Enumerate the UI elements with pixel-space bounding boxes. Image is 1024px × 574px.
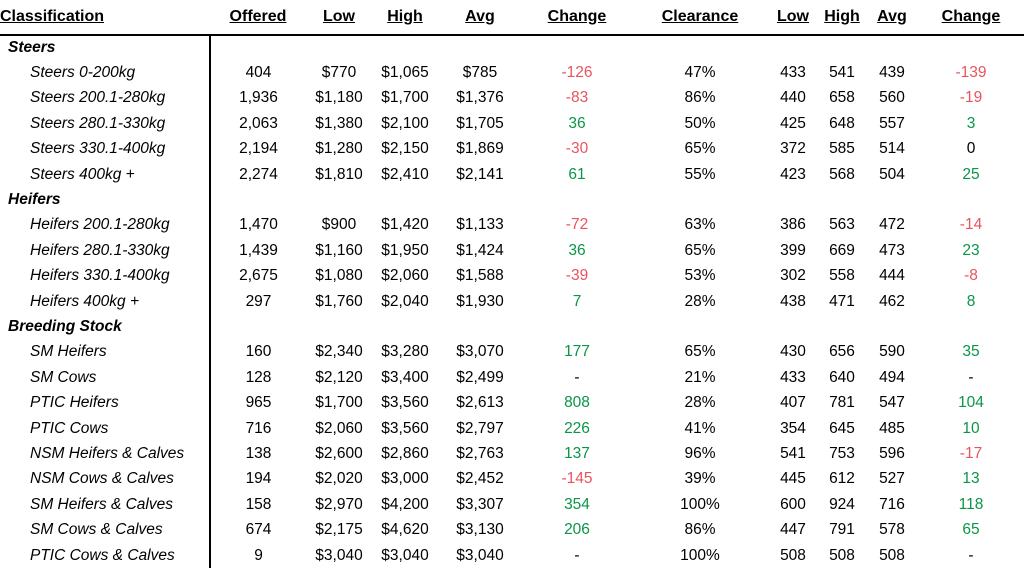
cell-low-price [306, 35, 372, 60]
cell-low-cents: 447 [780, 521, 806, 539]
cell-low-cents: 423 [780, 165, 806, 183]
cell-avg-price: $1,133 [456, 216, 504, 234]
cell-price-change: - [574, 368, 580, 386]
table-row [0, 441, 1024, 466]
cell-classification: Steers 400kg + [0, 162, 210, 187]
cell-high-price [372, 314, 438, 339]
cell-avg-price: $3,040 [456, 546, 504, 564]
cell-high-cents [818, 187, 866, 212]
cell-classification: Breeding Stock [0, 314, 210, 339]
cell-low-price: $1,180 [315, 89, 363, 107]
cell-classification: PTIC Cows [0, 416, 210, 441]
cell-low-price: $900 [321, 216, 357, 234]
cell-price-change: -72 [565, 216, 589, 234]
cell-cents-change [918, 314, 1024, 339]
cell-avg-price: $2,797 [456, 419, 504, 437]
column-header-classification: Classification [0, 0, 210, 35]
cell-cents-change: 23 [962, 241, 980, 259]
cell-classification: PTIC Heifers [0, 390, 210, 415]
cell-avg-cents: 547 [879, 394, 905, 412]
cell-avg-price: $1,424 [456, 241, 504, 259]
cell-price-change: 354 [564, 495, 590, 513]
cell-classification: Steers 330.1-400kg [0, 137, 210, 162]
cell-clearance: 100% [680, 495, 720, 513]
cell-offered: 9 [254, 546, 263, 564]
cell-classification: Heifers [0, 187, 210, 212]
column-header-low-price: Low [306, 0, 372, 35]
cell-low-cents [768, 35, 818, 60]
cell-clearance: 53% [684, 267, 716, 285]
cell-high-price: $1,065 [381, 64, 429, 82]
cell-offered [210, 187, 306, 212]
column-header-offered: Offered [210, 0, 306, 35]
cell-price-change: 36 [568, 114, 586, 132]
cell-low-price: $1,380 [315, 114, 363, 132]
cell-low-price: $2,120 [315, 368, 363, 386]
cell-low-cents: 433 [780, 64, 806, 82]
cell-avg-cents: 508 [879, 546, 905, 564]
cell-cents-change: 0 [966, 140, 976, 158]
cell-avg-price: $3,070 [456, 343, 504, 361]
cell-classification: SM Heifers [0, 340, 210, 365]
cell-avg-cents: 494 [879, 368, 905, 386]
cell-low-cents: 541 [780, 444, 806, 462]
table-row [0, 390, 1024, 415]
cell-avg-price: $3,307 [456, 495, 504, 513]
cell-cents-change: 8 [966, 292, 976, 310]
cell-classification: Steers 280.1-330kg [0, 111, 210, 136]
cell-clearance: 55% [684, 165, 716, 183]
column-header-high-price: High [372, 0, 438, 35]
cell-avg-price [438, 35, 522, 60]
cell-price-change: 226 [564, 419, 590, 437]
cell-clearance: 86% [684, 89, 716, 107]
cell-cents-change: -8 [964, 267, 978, 285]
cell-high-price: $4,620 [381, 521, 429, 539]
cell-low-cents: 445 [780, 470, 806, 488]
cell-low-price: $770 [321, 64, 357, 82]
cell-high-cents [818, 314, 866, 339]
cell-avg-price [438, 187, 522, 212]
cell-offered [210, 314, 306, 339]
cell-low-cents: 438 [780, 292, 806, 310]
cell-clearance: 96% [684, 444, 716, 462]
cell-offered: 1,470 [239, 216, 278, 234]
cell-price-change: 206 [564, 521, 590, 539]
cell-high-price: $2,410 [381, 165, 429, 183]
cell-clearance: 65% [684, 241, 716, 259]
cell-classification: SM Heifers & Calves [0, 492, 210, 517]
cell-cents-change: -19 [959, 89, 983, 107]
cell-price-change: -83 [565, 89, 589, 107]
cell-offered: 2,194 [239, 140, 278, 158]
column-header-high-cents: High [818, 0, 866, 35]
cell-high-cents: 508 [829, 546, 855, 564]
cell-avg-cents: 444 [879, 267, 905, 285]
column-header-avg-cents: Avg [866, 0, 918, 35]
cell-classification: PTIC Cows & Calves [0, 543, 210, 568]
cell-price-change: 137 [564, 444, 590, 462]
cell-classification: Heifers 200.1-280kg [0, 213, 210, 238]
cell-low-price: $2,060 [315, 419, 363, 437]
cell-high-price: $3,040 [381, 546, 429, 564]
cell-high-price: $4,200 [381, 495, 429, 513]
cell-high-price: $3,560 [381, 394, 429, 412]
cell-low-cents: 399 [780, 241, 806, 259]
cell-low-price: $1,760 [315, 292, 363, 310]
cell-high-cents: 781 [829, 394, 855, 412]
cell-offered: 160 [245, 343, 272, 361]
cell-offered: 1,936 [239, 89, 278, 107]
cell-high-cents: 568 [829, 165, 855, 183]
cell-high-cents: 924 [829, 495, 855, 513]
cell-clearance: 65% [684, 343, 716, 361]
cell-low-price [306, 314, 372, 339]
cell-avg-cents: 560 [879, 89, 905, 107]
column-header-cents-change: Change [918, 0, 1024, 35]
cell-cents-change: - [968, 546, 974, 564]
cell-clearance: 50% [684, 114, 716, 132]
cell-avg-cents: 472 [879, 216, 905, 234]
cell-cents-change: 104 [958, 394, 984, 412]
cell-high-price [372, 35, 438, 60]
table-group-row [0, 35, 1024, 60]
cell-high-price: $1,950 [381, 241, 429, 259]
cell-avg-price: $1,869 [456, 140, 504, 158]
cell-offered: 128 [245, 368, 272, 386]
cell-clearance: 41% [684, 419, 716, 437]
cell-price-change: -126 [561, 64, 593, 82]
cell-cents-change: 13 [962, 470, 980, 488]
cell-price-change [522, 314, 632, 339]
cell-classification: Heifers 400kg + [0, 289, 210, 314]
cell-avg-cents: 473 [879, 241, 905, 259]
cell-classification: Heifers 280.1-330kg [0, 238, 210, 263]
table-row [0, 162, 1024, 187]
cell-avg-price: $2,452 [456, 470, 504, 488]
cell-low-price: $2,175 [315, 521, 363, 539]
cell-high-price: $2,860 [381, 444, 429, 462]
cell-low-price: $2,340 [315, 343, 363, 361]
cell-low-price: $2,970 [315, 495, 363, 513]
cell-avg-price: $3,130 [456, 521, 504, 539]
cell-avg-cents: 462 [879, 292, 905, 310]
cell-low-price: $3,040 [315, 546, 363, 564]
table-row [0, 289, 1024, 314]
cell-low-cents [768, 187, 818, 212]
cell-low-cents: 386 [780, 216, 806, 234]
cell-high-cents: 563 [829, 216, 855, 234]
cell-low-cents: 430 [780, 343, 806, 361]
cell-high-cents: 640 [829, 368, 855, 386]
cell-low-price: $1,810 [315, 165, 363, 183]
cell-high-cents: 656 [829, 343, 855, 361]
cell-clearance: 65% [684, 140, 716, 158]
cell-avg-cents: 485 [879, 419, 905, 437]
cell-low-price [306, 187, 372, 212]
table-row [0, 213, 1024, 238]
cell-price-change: -145 [561, 470, 593, 488]
table-row [0, 543, 1024, 568]
cell-avg-price [438, 314, 522, 339]
cell-high-cents: 658 [829, 89, 855, 107]
cell-offered: 2,274 [239, 165, 278, 183]
cell-low-cents: 440 [780, 89, 806, 107]
cell-classification: Steers [0, 35, 210, 60]
table-row [0, 340, 1024, 365]
cell-clearance: 63% [684, 216, 716, 234]
cell-avg-price: $2,499 [456, 368, 504, 386]
cell-classification: NSM Cows & Calves [0, 467, 210, 492]
cell-cents-change: 10 [962, 419, 980, 437]
cell-avg-price: $785 [462, 64, 498, 82]
cell-low-cents: 600 [780, 495, 806, 513]
cell-classification: SM Cows & Calves [0, 517, 210, 542]
table-row [0, 517, 1024, 542]
cell-cents-change: 35 [962, 343, 980, 361]
cell-high-cents: 558 [829, 267, 855, 285]
table-row [0, 238, 1024, 263]
table-row [0, 416, 1024, 441]
cell-high-cents: 648 [829, 114, 855, 132]
cell-classification: NSM Heifers & Calves [0, 441, 210, 466]
table-row [0, 60, 1024, 85]
column-header-clearance: Clearance [632, 0, 768, 35]
cell-high-price: $2,100 [381, 114, 429, 132]
cell-price-change: 36 [568, 241, 586, 259]
cell-offered: 674 [245, 521, 272, 539]
cell-clearance [632, 35, 768, 60]
cell-high-price: $3,560 [381, 419, 429, 437]
cell-low-cents: 302 [780, 267, 806, 285]
cell-clearance: 39% [684, 470, 716, 488]
cell-offered [210, 35, 306, 60]
table-header [0, 0, 1024, 35]
cell-price-change [522, 35, 632, 60]
cell-clearance: 28% [684, 292, 716, 310]
table-row [0, 492, 1024, 517]
cell-high-cents: 669 [829, 241, 855, 259]
cell-clearance [632, 314, 768, 339]
cell-offered: 138 [245, 444, 272, 462]
cell-avg-price: $2,141 [456, 165, 504, 183]
cell-high-price: $2,150 [381, 140, 429, 158]
table-row [0, 111, 1024, 136]
cell-offered: 194 [245, 470, 272, 488]
cell-avg-price: $1,588 [456, 267, 504, 285]
cell-avg-cents [866, 35, 918, 60]
cell-cents-change: 65 [962, 521, 980, 539]
table-row [0, 365, 1024, 390]
cell-price-change: 61 [568, 165, 586, 183]
cell-high-price: $2,060 [381, 267, 429, 285]
table-group-row [0, 314, 1024, 339]
cell-high-cents: 585 [829, 140, 855, 158]
cell-low-price: $2,600 [315, 444, 363, 462]
cell-high-price: $3,000 [381, 470, 429, 488]
cell-low-price: $2,020 [315, 470, 363, 488]
column-header-low-cents: Low [768, 0, 818, 35]
cell-avg-cents: 439 [879, 64, 905, 82]
cell-cents-change [918, 187, 1024, 212]
cell-low-cents [768, 314, 818, 339]
cell-offered: 158 [245, 495, 272, 513]
cell-high-cents: 612 [829, 470, 855, 488]
cell-avg-cents: 514 [879, 140, 905, 158]
cell-avg-cents: 596 [879, 444, 905, 462]
cell-offered: 297 [245, 292, 272, 310]
cell-low-price: $1,160 [315, 241, 363, 259]
cell-high-price: $1,420 [381, 216, 429, 234]
cell-clearance: 100% [680, 546, 720, 564]
cell-price-change: -39 [565, 267, 589, 285]
header-row [0, 0, 1024, 35]
cell-low-cents: 433 [780, 368, 806, 386]
cell-price-change: 808 [564, 394, 590, 412]
cell-cents-change: 25 [962, 165, 980, 183]
cell-offered: 2,675 [239, 267, 278, 285]
cell-low-cents: 407 [780, 394, 806, 412]
cell-avg-cents: 578 [879, 521, 905, 539]
cell-avg-cents [866, 187, 918, 212]
cell-cents-change: 118 [958, 495, 984, 513]
cell-cents-change: -14 [959, 216, 983, 234]
cell-avg-cents: 504 [879, 165, 905, 183]
table-row [0, 86, 1024, 111]
cell-cents-change: 3 [966, 114, 976, 132]
cell-price-change: -30 [565, 140, 589, 158]
cell-offered: 965 [245, 394, 272, 412]
cell-high-price: $2,040 [381, 292, 429, 310]
cell-low-price: $1,700 [315, 394, 363, 412]
cell-high-cents [818, 35, 866, 60]
cell-price-change: 7 [572, 292, 582, 310]
cell-low-price: $1,280 [315, 140, 363, 158]
cell-avg-price: $2,613 [456, 394, 504, 412]
cell-clearance: 86% [684, 521, 716, 539]
cell-high-price [372, 187, 438, 212]
cell-avg-price: $1,705 [456, 114, 504, 132]
cell-low-cents: 354 [780, 419, 806, 437]
cell-clearance: 21% [684, 368, 716, 386]
cell-avg-price: $1,930 [456, 292, 504, 310]
table-row [0, 137, 1024, 162]
cell-high-price: $1,700 [381, 89, 429, 107]
cell-price-change: - [574, 546, 580, 564]
column-header-avg-price: Avg [438, 0, 522, 35]
cell-cents-change: - [968, 368, 974, 386]
cell-low-cents: 425 [780, 114, 806, 132]
cell-high-cents: 541 [829, 64, 855, 82]
table-row [0, 467, 1024, 492]
cell-price-change [522, 187, 632, 212]
cell-classification: Steers 0-200kg [0, 60, 210, 85]
cell-clearance: 47% [684, 64, 716, 82]
cell-high-cents: 645 [829, 419, 855, 437]
cell-high-cents: 471 [829, 292, 855, 310]
cell-low-price: $1,080 [315, 267, 363, 285]
cell-classification: SM Cows [0, 365, 210, 390]
cell-high-price: $3,400 [381, 368, 429, 386]
cell-high-cents: 791 [829, 521, 855, 539]
cell-classification: Heifers 330.1-400kg [0, 264, 210, 289]
cell-avg-cents: 590 [879, 343, 905, 361]
cell-clearance [632, 187, 768, 212]
cell-high-cents: 753 [829, 444, 855, 462]
cell-classification: Steers 200.1-280kg [0, 86, 210, 111]
cell-offered: 2,063 [239, 114, 278, 132]
table-body [0, 35, 1024, 568]
cell-low-cents: 508 [780, 546, 806, 564]
cell-cents-change: -139 [955, 64, 987, 82]
table-row [0, 264, 1024, 289]
cell-price-change: 177 [564, 343, 590, 361]
cell-avg-price: $1,376 [456, 89, 504, 107]
table-group-row [0, 187, 1024, 212]
cell-offered: 716 [245, 419, 272, 437]
cell-clearance: 28% [684, 394, 716, 412]
cell-avg-cents: 716 [879, 495, 905, 513]
cell-avg-cents [866, 314, 918, 339]
cell-cents-change [918, 35, 1024, 60]
cell-offered: 1,439 [239, 241, 278, 259]
cell-avg-cents: 527 [879, 470, 905, 488]
cell-low-cents: 372 [780, 140, 806, 158]
cell-offered: 404 [245, 64, 272, 82]
cell-cents-change: -17 [959, 444, 983, 462]
column-header-price-change: Change [522, 0, 632, 35]
cell-high-price: $3,280 [381, 343, 429, 361]
cell-avg-cents: 557 [879, 114, 905, 132]
cell-avg-price: $2,763 [456, 444, 504, 462]
